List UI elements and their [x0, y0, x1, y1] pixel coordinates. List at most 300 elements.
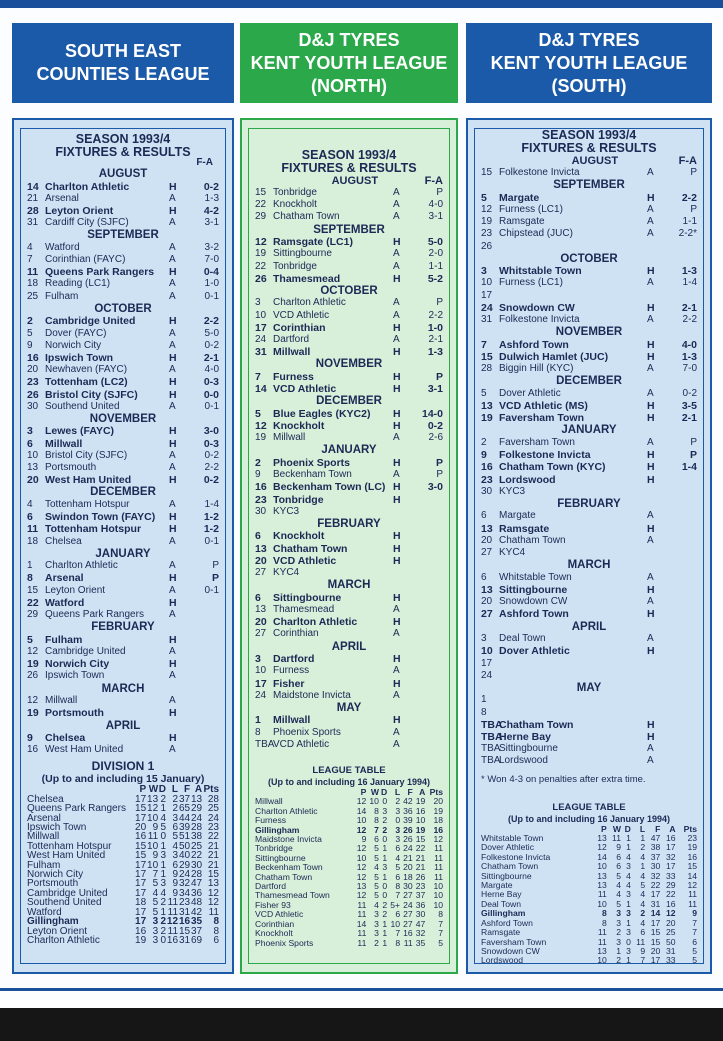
fixture-row — [27, 291, 219, 303]
fixture-opponent: Arsenal — [45, 192, 79, 204]
table-cell: 9 — [640, 945, 646, 956]
table-team: Leyton Orient — [27, 925, 88, 937]
table-cell: 2 — [160, 793, 166, 805]
table-row — [27, 936, 219, 945]
table-cell: 16 — [666, 898, 676, 909]
table-cell: 2 — [616, 927, 621, 938]
fixture-result: 5-2 — [427, 272, 443, 285]
fixture-date: 11 — [27, 266, 39, 279]
fixture-venue: H — [169, 633, 177, 646]
fixture-result — [191, 707, 219, 719]
fixture-result: 0-4 — [203, 266, 219, 279]
fixture-date: 15 — [255, 187, 267, 198]
fixture-row — [27, 401, 219, 413]
header-line: (SOUTH) — [551, 75, 627, 96]
spacer — [481, 786, 697, 802]
month-heading: MARCH — [327, 579, 371, 592]
fixture-result: 2-1 — [428, 334, 443, 346]
fixture-row — [255, 273, 443, 285]
table-cell: 6 — [616, 861, 621, 872]
table-cell: 2 — [374, 937, 379, 948]
table-cell: 37 — [415, 890, 426, 901]
fixture-date: 28 — [27, 204, 39, 217]
fixture-result: 2-1 — [681, 301, 697, 314]
month-heading: APRIL — [571, 620, 607, 633]
fixture-venue: H — [169, 596, 177, 609]
fixture-opponent: Leyton Orient — [45, 584, 106, 596]
fixture-opponent: Snowdown CW — [499, 301, 575, 314]
fixture-date: 6 — [27, 511, 33, 524]
fixture-opponent: Whitstable Town — [499, 571, 572, 583]
fixture-result — [415, 714, 443, 726]
month-heading: AUGUST — [98, 168, 148, 180]
table-header-cell: A — [194, 784, 203, 796]
fixture-row — [481, 731, 697, 743]
table-cell: 4 — [374, 862, 379, 873]
fixture-date: 21 — [27, 192, 39, 204]
fixture-date: 7 — [255, 370, 261, 383]
table-cell: 15 — [135, 840, 147, 852]
fixture-date: 29 — [255, 211, 267, 223]
fixture-date: 6 — [27, 437, 33, 450]
fixture-row — [481, 265, 697, 277]
table-cell: 7 — [374, 824, 379, 835]
table-cell: 11 — [688, 898, 697, 909]
table-cell: 29 — [666, 880, 676, 891]
fixture-result: 0-2 — [427, 420, 443, 433]
fixture-row — [27, 523, 219, 535]
fixture-result: 0-1 — [204, 400, 219, 412]
table-cell: 25 — [666, 927, 676, 938]
table-cell: 22 — [190, 850, 203, 862]
fixture-venue: A — [169, 278, 176, 290]
fixture-date: 24 — [255, 689, 267, 701]
header-line: KENT YOUTH LEAGUE — [490, 52, 688, 73]
fixture-result — [669, 241, 697, 253]
fixture-row — [27, 193, 219, 205]
table-cell: 12 — [433, 834, 443, 845]
fixture-date: 16 — [255, 481, 267, 494]
fixture-result: P — [212, 560, 219, 572]
fixture-row — [481, 216, 697, 228]
table-cell: 12 — [166, 916, 179, 928]
fixture-result — [669, 596, 697, 608]
fixture-row — [27, 462, 219, 474]
table-team: VCD Athletic — [255, 909, 304, 920]
fixture-venue: H — [169, 707, 177, 720]
table-cell: 15 — [207, 869, 219, 881]
league-table — [27, 785, 219, 945]
fixture-opponent: Lordswood — [499, 473, 556, 486]
fixture-venue — [647, 670, 669, 682]
table-cell: 31 — [178, 906, 191, 918]
fixture-result — [669, 510, 697, 522]
table-team: Ashford Town — [481, 917, 533, 928]
fixture-result — [415, 506, 443, 518]
table-cell: 19 — [415, 796, 426, 807]
fixture-venue: A — [393, 432, 400, 444]
fixture-opponent: Whitstable Town — [499, 265, 582, 278]
header-kent-youth-south — [466, 23, 712, 103]
fixture-row — [27, 744, 219, 756]
fixture-row — [255, 690, 443, 702]
table-cell: 31 — [666, 945, 676, 956]
month-heading: DECEMBER — [316, 395, 382, 408]
fixture-venue: A — [393, 260, 400, 272]
fixture-result — [669, 608, 697, 620]
table-cell: 1 — [382, 852, 388, 863]
fixture-row — [255, 714, 443, 726]
fixture-row — [255, 592, 443, 604]
table-cell: 24 — [190, 812, 203, 824]
table-cell: 5 — [692, 955, 697, 966]
table-team: Furness — [255, 815, 287, 826]
table-cell: 29 — [190, 803, 203, 815]
fixture-date: 5 — [481, 387, 487, 399]
table-cell: 8 — [374, 805, 379, 816]
fixture-venue: H — [647, 412, 655, 425]
table-cell: 42 — [190, 906, 203, 918]
table-cell: 50 — [178, 840, 191, 852]
table-cell: 0 — [382, 890, 388, 901]
fixture-date: 19 — [27, 658, 39, 671]
table-cell: 24 — [403, 843, 413, 854]
table-cell: 11 — [357, 909, 367, 920]
table-cell: 5 — [152, 897, 159, 909]
fixture-date: 4 — [27, 241, 33, 253]
fixture-opponent: Faversham Town — [499, 412, 584, 425]
table-cell: 5 — [152, 878, 159, 890]
header-line: COUNTIES LEAGUE — [36, 64, 210, 84]
fixture-venue: H — [647, 583, 655, 596]
fixture-row — [255, 739, 443, 751]
fixture-date: 26 — [27, 670, 39, 682]
fixture-result: 4-0 — [204, 364, 219, 376]
table-cell: 3 — [374, 928, 379, 939]
fixture-opponent: Furness (LC1) — [499, 203, 563, 215]
table-cell: 6 — [172, 822, 179, 834]
fixture-date: TBA — [481, 755, 501, 767]
fixture-venue: A — [647, 203, 654, 215]
table-cell: 1 — [382, 871, 388, 882]
table-cell: 25 — [207, 803, 219, 815]
table-cell: 11 — [597, 936, 607, 947]
fixture-opponent: Lewes (FAYC) — [45, 425, 115, 438]
table-cell: 3 — [172, 850, 179, 862]
table-cell: 6 — [692, 936, 697, 947]
table-cell: 21 — [403, 852, 413, 863]
fixture-venue: H — [647, 191, 655, 204]
fixture-result — [415, 653, 443, 665]
fixture-opponent: Corinthian (FAYC) — [45, 254, 126, 266]
fixture-venue: A — [393, 309, 400, 321]
fixture-opponent: Snowdown CW — [499, 596, 568, 608]
fixture-result: P — [690, 167, 697, 178]
fixture-opponent: VCD Athletic (MS) — [499, 400, 588, 413]
table-cell: 42 — [403, 796, 413, 807]
table-header-cell: L — [639, 823, 646, 834]
table-cell: 17 — [135, 812, 147, 824]
fixture-result: 4-0 — [428, 199, 443, 211]
fixture-opponent: Deal Town — [499, 633, 546, 645]
table-team: Thamesmead Town — [255, 890, 330, 901]
table-cell: 7 — [692, 927, 697, 938]
fixture-row — [27, 425, 219, 437]
fixture-row — [481, 510, 697, 522]
table-header-cell: W — [148, 784, 159, 796]
fixture-date: 27 — [255, 567, 267, 579]
fixture-venue: A — [647, 571, 654, 583]
fixture-date: 31 — [481, 314, 493, 326]
fixture-row — [27, 181, 219, 193]
table-cell: 2 — [616, 955, 621, 966]
fixture-venue — [647, 486, 669, 498]
table-cell: 4 — [616, 889, 621, 900]
table-cell: 24 — [178, 869, 191, 881]
table-cell: 5 — [395, 862, 401, 873]
fixture-venue: H — [647, 400, 655, 413]
fixture-result: 2-2 — [681, 191, 697, 204]
fixture-row — [255, 420, 443, 432]
table-cell: 0 — [382, 834, 388, 845]
fixture-result: P — [436, 297, 443, 309]
fixture-date: 11 — [27, 523, 39, 536]
fixture-row — [255, 665, 443, 677]
fixture-result: 3-5 — [681, 400, 697, 413]
table-cell: 38 — [650, 842, 661, 853]
fixture-row — [481, 363, 697, 375]
fixture-venue: H — [647, 522, 655, 535]
fixture-result — [415, 555, 443, 567]
fixture-opponent: VCD Athletic — [273, 309, 330, 321]
table-cell: 3 — [395, 834, 401, 845]
fixture-row — [481, 584, 697, 596]
fixture-result: 1-2 — [203, 511, 219, 524]
table-cell: 4 — [160, 812, 166, 824]
fixture-row — [481, 608, 697, 620]
fixture-result: 0-1 — [204, 290, 219, 302]
fixture-result — [191, 744, 219, 756]
table-cell: 1 — [160, 859, 166, 871]
fixture-date: 3 — [255, 297, 261, 309]
fixture-date: 14 — [255, 383, 267, 396]
fixture-row — [27, 597, 219, 609]
fixture-opponent: Faversham Town — [499, 436, 575, 448]
fixture-result — [669, 474, 697, 486]
fixture-venue: A — [169, 290, 176, 302]
top-border — [0, 0, 723, 8]
table-cell: 9 — [616, 842, 621, 853]
fixture-date: 9 — [255, 469, 261, 481]
table-team: Charlton Athletic — [27, 934, 100, 946]
fixture-venue: H — [169, 351, 177, 364]
fixture-opponent: Millwall — [273, 432, 306, 444]
fixture-date: 10 — [255, 309, 267, 321]
table-cell: 1 — [382, 843, 388, 854]
fixture-opponent: Margate — [499, 510, 536, 522]
fixture-row — [481, 192, 697, 204]
table-cell: 8 — [601, 917, 607, 928]
month-heading-row — [481, 155, 697, 167]
table-cell: 4 — [172, 840, 179, 852]
fixture-result — [669, 731, 697, 743]
table-cell: 15 — [650, 927, 661, 938]
table-cell: 6 — [172, 859, 179, 871]
table-cell: 13 — [597, 880, 607, 891]
table-team: Sittingbourne — [481, 870, 532, 881]
fixture-result — [415, 592, 443, 604]
fixture-row — [481, 290, 697, 302]
table-cell: 20 — [433, 796, 443, 807]
month-heading: OCTOBER — [560, 252, 618, 265]
fixture-date: 9 — [27, 339, 33, 351]
table-title: DIVISION 1 — [91, 759, 155, 774]
fixture-date: 16 — [27, 351, 39, 364]
table-subtitle: (Up to and including 15 January) — [41, 773, 205, 786]
fixture-row — [27, 634, 219, 646]
fixture-date: 15 — [481, 350, 493, 363]
fixture-date: 29 — [27, 609, 39, 621]
fixture-result: 1-2 — [203, 523, 219, 536]
table-cell: 27 — [403, 909, 413, 920]
fixture-row — [27, 328, 219, 340]
fixture-venue: A — [647, 743, 654, 755]
fixture-opponent: Folkestone Invicta — [499, 314, 580, 326]
fixture-row — [481, 277, 697, 289]
table-team: Queens Park Rangers — [27, 803, 126, 815]
fixture-row — [481, 412, 697, 424]
fixture-result: 3-0 — [203, 425, 219, 438]
table-cell: 1 — [160, 906, 166, 918]
fixture-result — [415, 678, 443, 690]
fixture-date: 3 — [481, 265, 487, 278]
table-cell: 37 — [178, 793, 191, 805]
table-cell: 11 — [208, 906, 219, 918]
fixture-date: 10 — [481, 277, 493, 289]
fixture-row — [255, 481, 443, 493]
table-cell: 4 — [626, 880, 631, 891]
fixture-result — [191, 670, 219, 682]
fixture-date: 2 — [27, 315, 33, 328]
table-cell: 7 — [152, 869, 159, 881]
fixture-row — [481, 719, 697, 731]
fixture-row — [255, 469, 443, 481]
fixture-row — [481, 474, 697, 486]
fixture-opponent: Chatham Town — [499, 534, 566, 546]
fixture-venue: A — [169, 670, 176, 682]
fixture-result: 1-1 — [428, 260, 443, 272]
table-cell: 5 — [374, 871, 379, 882]
table-cell: 9 — [152, 850, 159, 862]
fixture-opponent: Tottenham Hotspur — [45, 523, 142, 536]
fixture-result: 0-0 — [203, 388, 219, 401]
fixture-opponent: Chelsea — [45, 732, 86, 745]
fixture-opponent: Folkestone Invicta — [499, 449, 591, 462]
fixture-result — [191, 597, 219, 609]
fixture-result — [191, 646, 219, 658]
table-cell: 7 — [395, 928, 401, 939]
table-cell: 27 — [403, 890, 413, 901]
table-cell: 9 — [152, 822, 159, 834]
table-cell: 35 — [190, 916, 203, 928]
table-cell: 22 — [666, 889, 676, 900]
table-team: Dover Athletic — [481, 842, 535, 853]
table-team: Knockholt — [255, 928, 293, 939]
fixture-row — [255, 457, 443, 469]
table-cell: 11 — [167, 897, 179, 909]
table-cell: 2 — [382, 909, 388, 920]
fixture-venue: H — [169, 511, 177, 524]
fixture-venue: A — [393, 603, 400, 615]
fixture-row — [255, 211, 443, 223]
fixture-opponent: Folkestone Invicta — [499, 167, 580, 178]
fixture-opponent — [499, 290, 647, 302]
table-cell: 3 — [172, 812, 179, 824]
fixture-venue: A — [169, 400, 176, 412]
fixture-opponent: KYC4 — [273, 567, 300, 579]
fixture-row — [27, 205, 219, 217]
fixture-venue — [647, 707, 669, 719]
fixture-date: 17 — [255, 677, 267, 690]
table-cell: 18 — [433, 815, 443, 826]
fixture-row — [255, 187, 443, 199]
fixture-result — [669, 658, 697, 670]
table-cell: 3 — [152, 934, 159, 946]
fixture-row — [27, 695, 219, 707]
table-cell: 14 — [356, 805, 367, 816]
table-cell: 12 — [207, 887, 219, 899]
table-cell: 17 — [135, 859, 147, 871]
fixture-date: 7 — [481, 338, 487, 351]
fixture-result — [669, 633, 697, 645]
fixture-date: 23 — [27, 376, 39, 389]
fixture-row — [481, 755, 697, 767]
month-heading: NOVEMBER — [555, 326, 623, 339]
table-cell: 3 — [616, 936, 621, 947]
fixture-date: 24 — [255, 334, 267, 346]
fixture-date: 3 — [255, 653, 261, 666]
table-cell: 4 — [152, 887, 159, 899]
fixture-venue — [393, 506, 415, 518]
table-cell: 31 — [650, 898, 661, 909]
fixture-venue: A — [169, 584, 176, 596]
table-row — [481, 872, 697, 881]
fixture-row — [27, 474, 219, 486]
fixture-result: 1-0 — [427, 321, 443, 334]
fixture-date: 8 — [27, 572, 33, 585]
fixture-opponent: Furness — [273, 370, 314, 383]
table-team: Folkestone Invicta — [481, 851, 551, 862]
fixture-date: 3 — [27, 425, 33, 438]
fixture-venue: A — [169, 646, 176, 657]
fixture-opponent: KYC3 — [499, 485, 526, 497]
table-cell: 47 — [650, 833, 661, 844]
table-cell: 1 — [626, 898, 631, 909]
fixture-venue: H — [393, 714, 401, 727]
table-cell: 0 — [160, 831, 166, 843]
month-heading: NOVEMBER — [315, 358, 383, 371]
fixture-date: 16 — [481, 461, 493, 474]
table-cell: 16 — [166, 934, 179, 946]
fixture-row — [255, 346, 443, 358]
table-cell: 11 — [434, 843, 443, 854]
fixture-result: 1-3 — [681, 350, 697, 363]
fixture-result: 0-3 — [203, 437, 219, 450]
header-line: D&J TYRES — [298, 29, 400, 50]
fixture-date: 4 — [27, 498, 33, 510]
table-cell: 38 — [190, 831, 203, 843]
fixture-result: 3-0 — [427, 481, 443, 494]
